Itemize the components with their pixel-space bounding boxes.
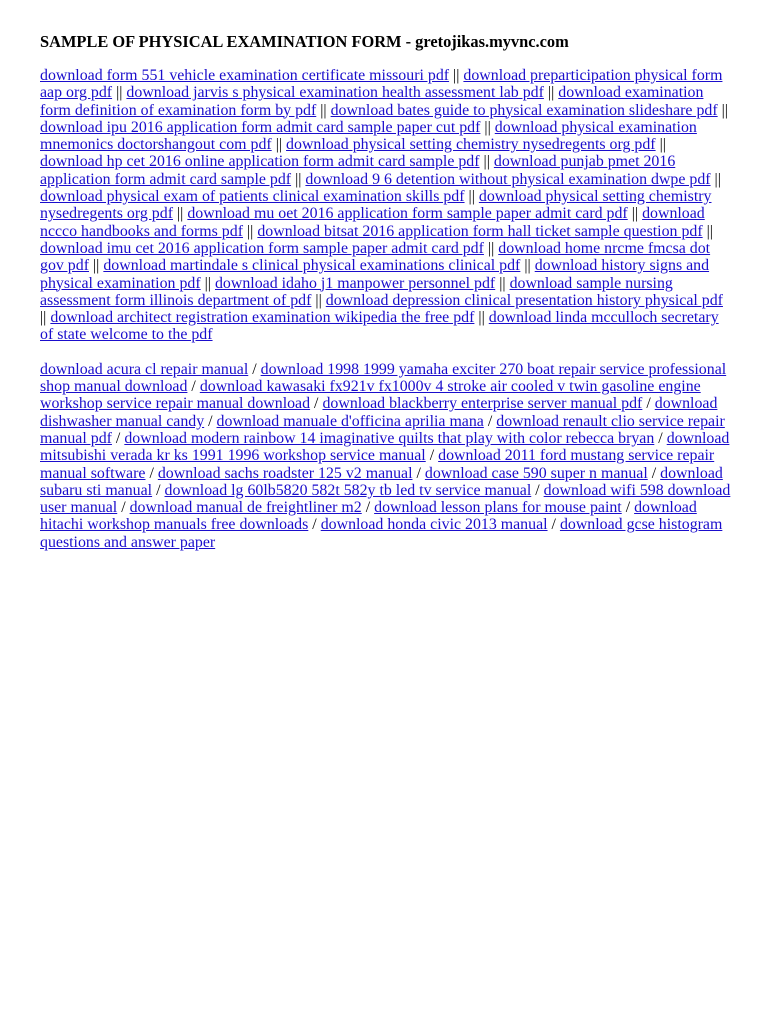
link-separator: / <box>314 395 319 413</box>
link-separator: || <box>524 257 531 275</box>
download-link[interactable]: download architect registration examination wikipedia the free pdf <box>50 309 475 327</box>
link-separator: || <box>295 170 302 188</box>
link-separator: || <box>116 84 123 102</box>
download-link[interactable]: download examination form definition of examination form by pdf <box>40 84 704 119</box>
link-separator: || <box>484 118 491 136</box>
link-paragraph-manuals <box>40 361 732 551</box>
link-separator: / <box>416 464 421 482</box>
link-separator: || <box>204 274 211 292</box>
link-paragraph-pdf <box>40 67 732 344</box>
link-separator: || <box>315 291 322 309</box>
download-link[interactable]: download kawasaki fx921v fx1000v 4 stroke air cooled v twin gasoline engine workshop service repair manual download <box>40 378 701 413</box>
link-separator: / <box>535 481 540 499</box>
link-separator: / <box>429 447 435 465</box>
download-link[interactable]: download lesson plans for mouse paint <box>374 499 622 517</box>
download-link[interactable]: download sample nursing assessment form illinois department of pdf <box>40 274 673 309</box>
link-separator: || <box>547 84 555 102</box>
download-link[interactable]: download hp cet 2016 online application form admit card sample pdf <box>40 153 480 171</box>
download-link[interactable]: download blackberry enterprise server manual pdf <box>322 395 643 413</box>
download-link[interactable]: download 9 6 detention without physical examination dwpe pdf <box>305 170 711 188</box>
download-link[interactable]: download subaru sti manual <box>40 464 723 499</box>
link-separator: || <box>468 188 475 206</box>
link-separator: / <box>312 516 317 534</box>
download-link[interactable]: download ipu 2016 application form admit card sample paper cut pdf <box>40 118 481 136</box>
link-separator: || <box>40 309 47 327</box>
link-separator: / <box>365 499 371 517</box>
download-link[interactable]: download modern rainbow 14 imaginative quilts that play with color rebecca bryan <box>124 429 655 447</box>
link-separator: || <box>246 222 254 240</box>
link-separator: / <box>487 412 493 430</box>
download-link[interactable]: download gcse histogram questions and answer paper <box>40 516 723 551</box>
link-separator: || <box>714 170 721 188</box>
download-link[interactable]: download punjab pmet 2016 application form admit card sample pdf <box>40 153 676 188</box>
link-separator: || <box>453 67 460 84</box>
download-link[interactable]: download form 551 vehicle examination certificate missouri pdf <box>40 67 450 84</box>
download-link[interactable]: download mitsubishi verada kr ks 1991 1996 workshop service manual <box>40 429 730 465</box>
download-link[interactable]: download physical examination mnemonics doctorshangout com pdf <box>40 118 697 154</box>
link-separator: || <box>487 239 495 257</box>
download-link[interactable]: download history signs and physical examination pdf <box>40 257 710 292</box>
link-separator: || <box>320 101 327 119</box>
link-separator: || <box>631 205 639 223</box>
download-link[interactable]: download 1998 1999 yamaha exciter 270 boat repair service professional shop manual download <box>40 360 727 396</box>
download-link[interactable]: download sachs roadster 125 v2 manual <box>157 464 413 482</box>
download-link[interactable]: download imu cet 2016 application form sample paper admit card pdf <box>40 239 484 257</box>
download-link[interactable]: download linda mcculloch secretary of state welcome to the pdf <box>40 309 719 344</box>
download-link[interactable]: download mu oet 2016 application form sample paper admit card pdf <box>187 205 628 223</box>
link-separator: / <box>156 481 161 499</box>
download-link[interactable]: download lg 60lb5820 582t 582y tb led tv service manual <box>164 481 532 499</box>
link-separator: / <box>551 516 556 534</box>
download-link[interactable]: download 2011 ford mustang service repair manual software <box>40 447 715 482</box>
download-link[interactable]: download manual de freightliner m2 <box>129 499 362 517</box>
link-separator: || <box>176 205 184 223</box>
link-separator: / <box>191 378 196 396</box>
download-link[interactable]: download physical setting chemistry nysedregents org pdf <box>40 188 712 223</box>
download-link[interactable]: download nccco handbooks and forms pdf <box>40 205 705 240</box>
link-separator: || <box>478 309 485 327</box>
download-link[interactable]: download honda civic 2013 manual <box>320 516 548 534</box>
link-separator: || <box>275 136 283 154</box>
download-link[interactable]: download idaho j1 manpower personnel pdf <box>214 274 496 292</box>
download-link[interactable]: download depression clinical presentation history physical pdf <box>325 291 723 309</box>
link-separator: / <box>121 499 126 517</box>
link-separator: || <box>499 274 506 292</box>
link-separator: || <box>721 101 728 119</box>
download-link[interactable]: download renault clio service repair manual pdf <box>40 412 725 447</box>
link-separator: / <box>658 429 663 447</box>
link-separator: || <box>483 153 490 171</box>
download-link[interactable]: download martindale s clinical physical examinations clinical pdf <box>103 257 521 275</box>
document-title: SAMPLE OF PHYSICAL EXAMINATION FORM - gretojikas.myvnc.com <box>40 32 569 51</box>
download-link[interactable]: download jarvis s physical examination health assessment lab pdf <box>126 84 544 102</box>
link-separator: / <box>646 395 651 413</box>
link-separator: / <box>115 429 121 447</box>
link-separator: / <box>625 499 631 517</box>
download-link[interactable]: download case 590 super n manual <box>424 464 648 482</box>
download-link[interactable]: download bitsat 2016 application form hall ticket sample question pdf <box>257 222 703 240</box>
link-separator: / <box>208 412 213 430</box>
download-link[interactable]: download bates guide to physical examination slideshare pdf <box>330 101 718 119</box>
link-separator: / <box>149 464 154 482</box>
link-separator: || <box>92 257 100 275</box>
download-link[interactable]: download acura cl repair manual <box>40 360 249 378</box>
link-separator: / <box>252 360 257 378</box>
link-separator: || <box>659 136 666 154</box>
download-link[interactable]: download home nrcme fmcsa dot gov pdf <box>40 239 711 275</box>
document-page <box>40 31 732 551</box>
link-separator: || <box>706 222 713 240</box>
download-link[interactable]: download wifi 598 download user manual <box>40 481 731 517</box>
download-link[interactable]: download preparticipation physical form aap org pdf <box>40 67 723 102</box>
download-link[interactable]: download physical setting chemistry nysedregents org pdf <box>286 136 656 154</box>
download-link[interactable]: download manuale d'officina aprilia mana <box>216 412 484 430</box>
download-link[interactable]: download physical exam of patients clinical examination skills pdf <box>40 188 465 206</box>
download-link[interactable]: download dishwasher manual candy <box>40 395 718 430</box>
link-separator: / <box>651 464 657 482</box>
download-link[interactable]: download hitachi workshop manuals free downloads <box>40 499 697 534</box>
